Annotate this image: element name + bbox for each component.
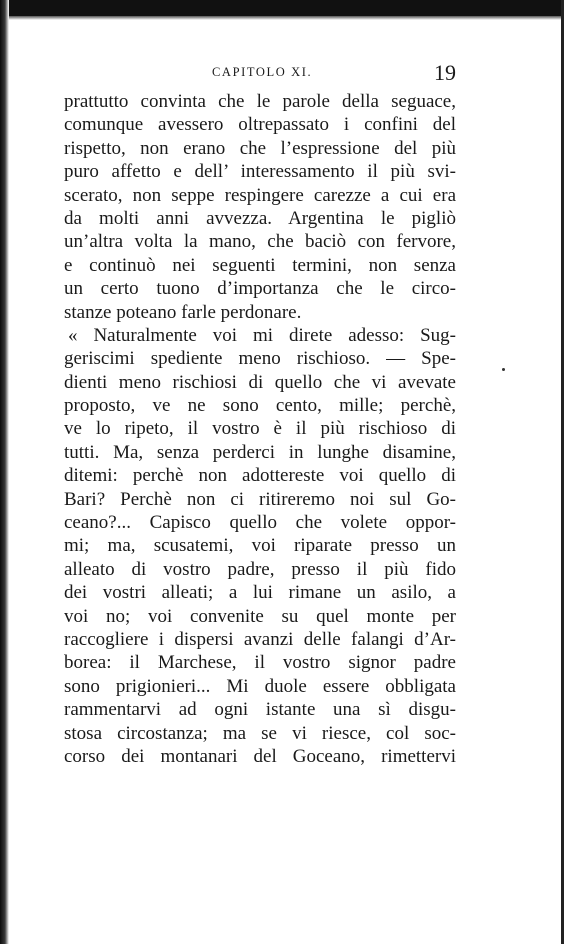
text-line: rispetto, non erano che l’espressione del più — [64, 137, 456, 159]
text-line: geriscimi spediente meno rischioso. — Spe- — [64, 348, 456, 370]
text-line: scerato, non seppe respingere carezze a cui era — [64, 184, 456, 206]
text-line: proposto, ve ne sono cento, mille; perchè, — [64, 395, 456, 417]
ink-speck — [502, 368, 505, 371]
text-line: prattutto convinta che le parole della seguace, — [64, 91, 456, 112]
text-line: ceano?... Capisco quello che volete oppor- — [64, 512, 456, 534]
text-line: dienti meno rischiosi di quello che vi avevate — [64, 371, 456, 393]
scan-top-edge — [0, 16, 564, 20]
text-line: sono prigionieri... Mi duole essere obbligata — [64, 675, 456, 697]
text-line: ve lo ripeto, il vostro è il più rischioso di — [64, 418, 456, 440]
text-line: alleato di vostro padre, presso il più fido — [64, 558, 456, 580]
text-line: un certo tuono d’importanza che le circo- — [64, 278, 456, 300]
text-line: e continuò nei seguenti termini, non senza — [64, 254, 456, 276]
body-text — [64, 90, 456, 768]
text-line: tutti. Ma, senza perderci in lunghe disamine, — [64, 441, 456, 463]
text-line: raccogliere i dispersi avanzi delle falangi d’Ar- — [64, 628, 456, 650]
text-line: dei vostri alleati; a lui rimane un asilo, a — [64, 582, 456, 604]
text-line: da molti anni avvezza. Argentina le pigliò — [64, 207, 456, 229]
text-line: comunque avessero oltrepassato i confini del — [64, 114, 456, 136]
scan-left-border — [0, 0, 9, 944]
text-line: rammentarvi ad ogni istante una sì disgu- — [64, 699, 456, 721]
text-line: stosa circostanza; ma se vi riesce, col soc- — [64, 722, 456, 744]
chapter-title: CAPITOLO XI. — [212, 65, 313, 79]
text-line: « Naturalmente voi mi direte adesso: Sug- — [68, 324, 456, 346]
running-head — [64, 60, 456, 94]
text-line: Bari? Perchè non ci ritireremo noi sul Go- — [64, 488, 456, 510]
text-line: puro affetto e dell’ interessamento il più svi- — [64, 161, 456, 183]
scan-top-border — [0, 0, 564, 16]
text-line: corso dei montanari del Goceano, rimettervi — [64, 745, 456, 767]
text-line: borea: il Marchese, il vostro signor padre — [64, 652, 456, 674]
text-line: ditemi: perchè non adottereste voi quello di — [64, 465, 456, 487]
text-line: voi no; voi convenite su quel monte per — [64, 605, 456, 627]
text-line: un’altra volta la mano, che baciò con fervore, — [64, 231, 456, 253]
text-line: stanze poteano farle perdonare. — [64, 301, 302, 323]
page-number: 19 — [434, 60, 456, 85]
text-line: mi; ma, scusatemi, voi riparate presso un — [64, 535, 456, 557]
